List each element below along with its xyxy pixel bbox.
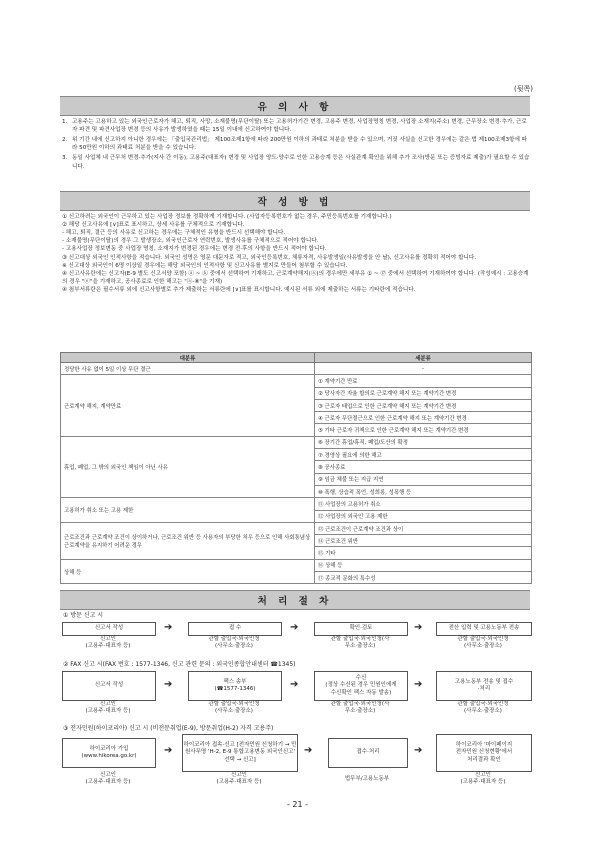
minor-cell: ⑤ 기타 근로자 귀책으로 인한 근로계약 해지 또는 계약기간 변경 [315,424,532,436]
fax-flow-label: ② FAX 신고 시(FAX 번호 : 1577-1346, 신고 관련 문의 : 외국인종합안내센터 ☎1345) [63,661,296,668]
minor-cell: ② 당사자간 자율 합의로 근로계약 해지 또는 계약기간 변경 [315,387,532,399]
visit-caption: 신고인 (고용주·대표자 등) [85,636,131,650]
arrow-icon: ➔ [414,679,423,690]
table-row [61,559,532,571]
reason-table [60,352,532,584]
table-header-major: 대분류 [61,353,315,363]
page-side-tag: (뒷쪽) [514,85,533,93]
guide-item: ※ 신고대상 외국인이 6명 이상일 경우에는 해당 외국인의 인적사항 및 신고사유를 별지로 만들어 첨부할 수 있습니다. [62,262,348,269]
fax-caption: 관할 출입국·외국인청(사 무소·출장소) [330,701,390,715]
guide-item: ④ 첨부서류란은 필수서류 외에 신고사항별로 추가 제출하는 서류란에 [∨]표를 표시합니다. 예시된 서류 외에 제출하는 서류는 기타란에 적습니다. [62,286,416,293]
visit-caption: 관할 출입국·외국인청 (사무소·출장소) [208,636,260,650]
arrow-icon: ➔ [164,679,173,690]
table-row [61,522,532,534]
visit-step-4: 전산 입력 및 고용노동부 전송 [436,622,532,636]
minor-cell: ⑧ 공사종료 [315,461,532,473]
visit-caption: 관할 출입국·외국인청(사 무소·출장소) [330,636,390,650]
guide-item: ③ 신고대상 외국인 인적사항을 적습니다. 외국인 성명은 영문 대문자로 적고, 외국인등록번호, 체류자격, 사유발생일(사유발생을 안 날), 신고사유를 정확히 적어야 합니다. [62,254,477,261]
arrow-icon: ➔ [414,622,423,633]
guide-item: - 고용사업장 정보변동 중 사업장 명칭, 소재지가 변경된 경우에는 변경 전·후의 사항을 반드시 적어야 합니다. [62,246,327,253]
arrow-icon: ➔ [304,745,313,756]
online-caption: 신고인 (고용주·대표자 등) [85,772,131,786]
major-cell: 휴업, 폐업, 그 밖의 외국인 책임이 아닌 사유 [61,436,315,497]
online-caption: 신고인 (고용주·대표자 등) [216,772,262,786]
online-caption: 신고인 (고용주·대표자 등) [460,772,506,786]
minor-cell: ⑫ 사업장의 외국인 고용 제한 [315,510,532,522]
minor-cell: ⑦ 경영상 필요에 의한 해고 [315,449,532,461]
guide-item: ② 해당 신고사유에 [∨]표로 표시하고, 상세 사유를 구체적으로 기재합니다. [62,222,245,229]
guide-item: - 소재불명(무단이탈)의 경우 그 발생장소, 외국인근로자 연락번호, 발생사유를 구체적으로 적어야 합니다. [62,238,319,245]
online-step-1: 하이코리아 가입 (www.hikorea.go.kr) [62,738,156,768]
major-cell: 정당한 사유 없이 5일 이상 무단 결근 [61,363,315,375]
visit-step-2: 접 수 [188,622,282,636]
major-cell: 근로조건과 근로계약 조건이 상이하거나, 근로조건 위반 등 사용자의 부당한 처우 등으로 인해 사회통념상 근로계약을 유지하기 어려운 경우 [61,522,315,559]
arrow-icon: ➔ [164,622,173,633]
guide-item: ① 신고하려는 외국인이 근무하고 있는 사업장 정보를 정확하게 기재합니다. (사업자등록번호가 없는 경우, 주민등록번호를 기재합니다.) [62,214,392,220]
fax-caption: 관할 출입국·외국인청 (사무소·출장소) [208,701,260,715]
minor-cell: ⑮ 기타 [315,547,532,559]
fax-caption: 관할 출입국·외국인청 (사무소·출장소) [457,701,509,715]
minor-cell: ⑭ 근로조건 위반 [315,535,532,547]
minor-cell: ⑪ 사업장의 고용허가 취소 [315,498,532,510]
minor-cell: ⑨ 임금 체불 또는 지급 지연 [315,473,532,485]
visit-flow-label: ① 방문 신고 시 [63,612,104,619]
fax-step-4: 고용노동부 전송 및 접수 ·처리 [436,671,532,701]
minor-cell: ⑯ 상해 등 [315,559,532,571]
major-cell: 근로계약 해지, 계약만료 [61,375,315,436]
minor-cell: ⑩ 폭행, 상습적 폭언, 성희롱, 성폭행 등 [315,485,532,497]
guide-item: - 해고, 퇴직, 결근 등의 사유로 신고하는 경우에는 구체적인 유형을 반드시 선택해야 합니다. [62,230,286,237]
table-header-minor: 세분류 [315,353,532,363]
table-row [61,436,532,448]
fax-caption: 신고인 (고용주·대표자 등) [85,701,131,715]
arrow-icon: ➔ [290,622,299,633]
notes-list [62,118,532,173]
process-section-title: 처 리 절 차 [60,590,530,610]
major-cell: 고용허가 취소 또는 고용 제한 [61,498,315,523]
online-step-2: 하이코리아 접속·신고 [전자민원 신청하기 → 민원사무명 'H-2, E-9 통합고용변동 외국인신고' 선택 → 신고] [182,734,298,772]
minor-cell: - [315,363,532,375]
note-item: 2. 위 기간 내에 신고하지 아니한 경우에는 「출입국관리법」 제100조제1항에 따라 200만원 이하의 과태료 처분을 받을 수 있으며, 거짓 사실을 신고한 경우에는 같은 법 제100조제3항에 따라 50만원 이하의 과태료 처분을 받을 수 있습니다. [62,137,528,152]
visit-step-1: 신고서 작성 [62,622,156,636]
minor-cell: ⑰ 종교적 문화의 특수성 [315,572,532,584]
major-cell: 상해 등 [61,559,315,584]
online-step-3: 접수·처리 [328,738,408,768]
minor-cell: ① 계약기간 만료 [315,375,532,387]
visit-caption: 관할 출입국·외국인청 (사무소·출장소) [457,636,509,650]
page-number: - 21 - [286,800,309,809]
notes-section-title: 유 의 사 항 [60,96,530,116]
fax-step-2: 팩스 송부 (☎1577-1346) [188,671,282,701]
note-item: 1. 고용주는 고용하고 있는 외국인근로자가 해고, 퇴직, 사망, 소재불명(무단이탈) 또는 고용허가기간 변경, 고용주 변경, 사업장명칭 변경, 사업장 소재지(주소) 변경, 근무장소 변경·추가, 근로자 파견 및 파견사업장 변경 등의 사유가 발생하였을 때는 15일 이내에 신고하여야 합니다. [62,119,527,134]
table-row [61,498,532,510]
online-step-4: 하이코리아 '마이페이지 전자민원 신청현황'에서 처리결과 확인 [436,734,532,772]
online-flow-label: ③ 전자민원(하이코리아) 신고 시 (비전문취업(E-9), 방문취업(H-2) 자격 고용주) [63,725,274,732]
minor-cell: ③ 근로자 태업으로 인한 근로계약 해지 또는 계약기간 변경 [315,399,532,411]
minor-cell: ⑥ 장기간 휴업/휴직, 폐업/도산의 확정 [315,436,532,448]
arrow-icon: ➔ [164,745,173,756]
fax-step-1: 신고서 작성 [62,671,156,701]
fax-step-3: 수신 (정상 수신된 경우 민원인에게 수신확인 팩스 자동 발송) [314,671,408,701]
minor-cell: ④ 근로자 무단결근으로 인한 근로계약 해지 또는 계약기간 변경 [315,412,532,424]
note-item: 3. 동일 사업체 내 근무처 변경·추가(지사 간 이동), 고용주(대표자) 변경 및 사업장 양도·양수로 인한 고용승계 등은 사실관계 확인을 위해 추가 조사(방문 또는 증빙자료 제출)가 필요할 수 있습니다. [62,155,530,170]
arrow-icon: ➔ [290,679,299,690]
guide-section-title: 작 성 방 법 [60,191,530,211]
visit-step-3: 확인·검토 [314,622,408,636]
table-row [61,363,532,375]
table-row [61,375,532,387]
guide-list [62,213,532,294]
minor-cell: ⑬ 근로조건이 근로계약 조건과 상이 [315,522,532,534]
online-caption: 법무부/고용노동부 [344,776,390,782]
arrow-icon: ➔ [414,745,423,756]
guide-item: ④ 신고사유란에는 신고자(E-9 별도 신고서양 포함) ⓐ ~ ⓚ 중에서 선택하여 기재하고, 근로계약해지(ⓐ)의 경우에만 세부유 ① ~ ⑰ 중에서 선택하여 기재하여야 합니다. (작성예시 : 고용승계의 경우 "ⓔ"을 기재하고, 공사종료로 인한 해고는 "ⓐ-⑧"을 기재) [62,270,529,285]
